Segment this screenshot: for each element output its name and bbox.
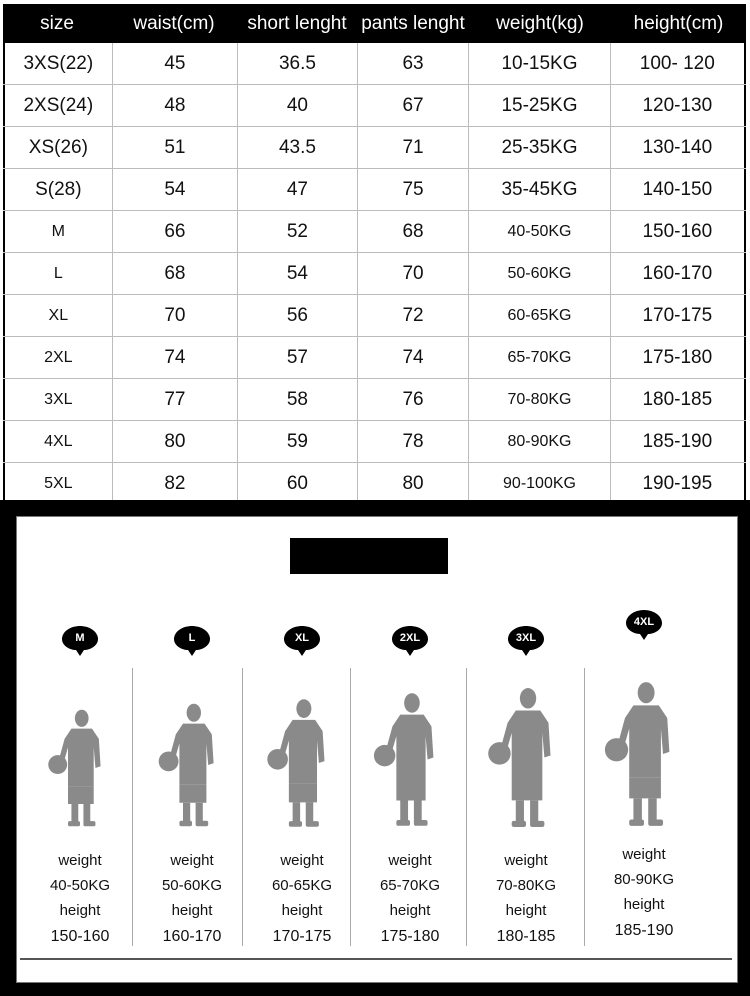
weight-label: weight (622, 846, 666, 863)
table-cell: 40 (238, 85, 358, 126)
table-cell: 68 (113, 253, 238, 294)
height-value: 180-185 (496, 928, 556, 945)
weight-value: 80-90KG (613, 871, 675, 888)
table-cell: 160-170 (611, 253, 746, 294)
table-cell: 80-90KG (469, 421, 610, 462)
player-silhouette-icon (371, 691, 449, 828)
table-cell: 15-25KG (469, 85, 610, 126)
table-cell: 60 (238, 463, 358, 504)
weight-value: 70-80KG (495, 877, 557, 894)
silhouette-wrap (602, 680, 687, 833)
table-cell: 36.5 (238, 43, 358, 84)
table-row (3, 211, 746, 253)
table-cell: M (3, 211, 113, 252)
table-cell: 43.5 (238, 127, 358, 168)
panel-title-bar (290, 538, 448, 574)
table-cell: 59 (238, 421, 358, 462)
silhouette-wrap (485, 686, 567, 834)
table-cell: 130-140 (611, 127, 746, 168)
table-row (3, 253, 746, 295)
height-label: height (171, 902, 213, 919)
table-cell: 10-15KG (469, 43, 610, 84)
size-figure-l (134, 600, 250, 945)
table-cell: 150-160 (611, 211, 746, 252)
table-cell: 76 (358, 379, 470, 420)
table-cell: 74 (358, 337, 470, 378)
figure-divider (466, 668, 467, 946)
weight-label: weight (170, 852, 214, 869)
table-cell: 68 (358, 211, 470, 252)
player-silhouette-icon (156, 702, 228, 828)
table-cell: 78 (358, 421, 470, 462)
weight-label: weight (58, 852, 102, 869)
table-cell: 58 (238, 379, 358, 420)
table-cell: 2XS(24) (3, 85, 113, 126)
table-row (3, 379, 746, 421)
size-badge-label: XL (294, 632, 310, 644)
table-row (3, 421, 746, 463)
table-cell: 48 (113, 85, 238, 126)
table-cell: 35-45KG (469, 169, 610, 210)
silhouette-wrap (371, 691, 449, 833)
table-header-row (3, 4, 746, 43)
table-body (3, 43, 746, 506)
table-cell: 71 (358, 127, 470, 168)
table-cell: 80 (113, 421, 238, 462)
figure-divider (350, 668, 351, 946)
size-figure-4xl (586, 600, 702, 940)
table-cell: 54 (238, 253, 358, 294)
height-value: 170-175 (272, 928, 332, 945)
player-silhouette-icon (46, 708, 115, 828)
table-cell: 170-175 (611, 295, 746, 336)
height-value: 175-180 (380, 928, 440, 945)
table-cell: 5XL (3, 463, 113, 504)
table-cell: 40-50KG (469, 211, 610, 252)
weight-label: weight (388, 852, 432, 869)
table-cell: 120-130 (611, 85, 746, 126)
header-size: size (40, 12, 74, 34)
table-cell: 70 (358, 253, 470, 294)
table-row (3, 85, 746, 127)
size-figure-3xl (468, 600, 584, 945)
height-label: height (623, 896, 665, 913)
figure-divider (242, 668, 243, 946)
size-badge-label: M (75, 632, 85, 644)
weight-value: 40-50KG (49, 877, 111, 894)
height-value: 160-170 (162, 928, 222, 945)
table-cell: 180-185 (611, 379, 746, 420)
figure-divider (584, 668, 585, 946)
size-badge-label: L (188, 632, 196, 644)
table-cell: 185-190 (611, 421, 746, 462)
header-waist: waist(cm) (133, 12, 215, 34)
height-label: height (505, 902, 547, 919)
table-cell: 190-195 (611, 463, 746, 504)
table-cell: 47 (238, 169, 358, 210)
table-cell: 65-70KG (469, 337, 610, 378)
height-label: height (389, 902, 431, 919)
height-label: height (281, 902, 323, 919)
table-cell: 70-80KG (469, 379, 610, 420)
table-cell: 52 (238, 211, 358, 252)
table-cell: 54 (113, 169, 238, 210)
player-silhouette-icon (265, 697, 340, 829)
table-row (3, 169, 746, 211)
table-cell: 2XL (3, 337, 113, 378)
height-value: 150-160 (50, 928, 110, 945)
table-cell: XS(26) (3, 127, 113, 168)
table-cell: 66 (113, 211, 238, 252)
header-short-length: short lenght (247, 12, 347, 34)
table-cell: L (3, 253, 113, 294)
table-cell: 175-180 (611, 337, 746, 378)
table-cell: 70 (113, 295, 238, 336)
player-silhouette-icon (602, 680, 687, 828)
table-cell: 63 (358, 43, 470, 84)
table-row (3, 295, 746, 337)
weight-label: weight (280, 852, 324, 869)
header-pants-length: pants lenght (361, 12, 465, 34)
table-row (3, 337, 746, 379)
table-cell: 77 (113, 379, 238, 420)
header-weight: weight(kg) (496, 12, 584, 34)
table-cell: S(28) (3, 169, 113, 210)
size-badge-label: 2XL (399, 632, 421, 644)
table-cell: 57 (238, 337, 358, 378)
size-figure-2xl (352, 600, 468, 945)
height-value: 185-190 (614, 922, 674, 939)
size-figure-xl (244, 600, 360, 945)
table-cell: 3XL (3, 379, 113, 420)
size-figure-m (22, 600, 138, 945)
height-label: height (59, 902, 101, 919)
table-row (3, 43, 746, 85)
table-cell: XL (3, 295, 113, 336)
table-cell: 90-100KG (469, 463, 610, 504)
silhouette-wrap (265, 697, 340, 834)
weight-value: 65-70KG (379, 877, 441, 894)
table-cell: 25-35KG (469, 127, 610, 168)
table-cell: 80 (358, 463, 470, 504)
weight-value: 60-65KG (271, 877, 333, 894)
header-height: height(cm) (633, 12, 724, 34)
table-cell: 74 (113, 337, 238, 378)
table-cell: 82 (113, 463, 238, 504)
table-cell: 51 (113, 127, 238, 168)
weight-label: weight (504, 852, 548, 869)
table-cell: 67 (358, 85, 470, 126)
table-row (3, 127, 746, 169)
table-cell: 60-65KG (469, 295, 610, 336)
table-cell: 140-150 (611, 169, 746, 210)
table-cell: 72 (358, 295, 470, 336)
table-cell: 100- 120 (611, 43, 746, 84)
weight-value: 50-60KG (161, 877, 223, 894)
table-cell: 75 (358, 169, 470, 210)
size-chart-table (3, 4, 746, 506)
panel-bottom-line (20, 958, 732, 960)
table-cell: 50-60KG (469, 253, 610, 294)
silhouette-wrap (156, 702, 228, 833)
table-cell: 4XL (3, 421, 113, 462)
size-badge-label: 4XL (633, 616, 655, 628)
table-cell: 45 (113, 43, 238, 84)
figure-divider (132, 668, 133, 946)
table-cell: 56 (238, 295, 358, 336)
player-silhouette-icon (485, 686, 567, 829)
silhouette-wrap (46, 708, 115, 833)
size-badge-label: 3XL (515, 632, 537, 644)
table-cell: 3XS(22) (3, 43, 113, 84)
